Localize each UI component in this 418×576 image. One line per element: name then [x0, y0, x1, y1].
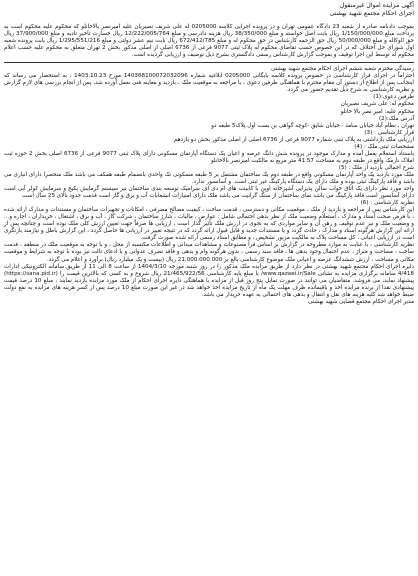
- section-expert-order: قرار کارشناسی : (3): [364, 129, 414, 136]
- section-address: آدرس ملک:(2): [378, 115, 414, 122]
- section-visit: شرح اجمالی بازدید از ملک : (5): [338, 164, 414, 171]
- defendant-line: محکوم علیه: امیر نصر بالا خانلو: [340, 108, 414, 115]
- property-address: تهران ، نظام آباد خیابان سامد - خیابان شایق -کوچه گواهی بن بست اول پلاک5 طبقه دو: [211, 122, 414, 129]
- section-parties: طرفین دعوی:(1): [373, 94, 414, 101]
- opinion-conditions: این کارشناس پس از مراجعه و بازدید از ملک ، موقعیت مکانی و دسترسی ، قدمت ساخت ، کیفیت مصالح مصرفی ، امکانات و تجهیزات ساختمان و مستندات و مدارک ارائه شده ، با فرض صحت اسناد و مدارک ، استعلام وضعیت ملک از نظر بدهی احتمالی شامل : عوارض ، مالیات ، شارژ ساختمان ، شرکت گاز ، آب و برق ، اشتغال ، خریداران ، اجاره و... و وضعیت ملک و نیز عدم توقیف و رهن آن و سایر مواردی که به نحوی در ارزش ملک تاثیر گذار است ، ارزیابی ها صرفاً جهت تعیین ارزش کلی ملک بوده است و چنانچه پس از ارائه این گزارش هرگونه اسناد و مدارک ، حادث گردد و یا مستندات جدید و قابل قبول ارائه گردد که در نتیجه تغییر در ارزیابی ها حاصل گردد ، این گزارش باطل و نیازمند بازنگری است در ارزیابی اعیانی ، کل مساحت پلاک به مالکیت مزبور تشخیص ، و مطابق اسناد رسمی ارائه شده صورت گرفت.: [4, 207, 414, 242]
- visit-text: ملک مورد بازدید یک واحد آپارتمان مسکونی واقع در طبقه دوم یک ساختمان مشتمل بر 5 طبقه مسکونی تک واحدی بانضمام طبقه همکف می باشد ملک منحصرا دارای انباری می باشد و فاقد پارکینگ ثبتی بوده و ملک دارای یک دستگاه پارکینگ غیر ثبتی است. و آسانسور ندارد.: [4, 171, 414, 185]
- section-registration: مشخصات ثبتی ملک : (4): [354, 143, 414, 150]
- expert-order-text: ارزیابی ملک بازداشتی به پلاک ثبتی شماره 9077 فرعی از 6736 اصلی از اصلی مذکور بخش دو یازدهم: [173, 136, 414, 143]
- auction-terms: دایره اجرای احکام مجتمع شهید بهشتی در نظر دارد از طریق مزایده ملک مذکور را در روز شنبه مورخه 1404/3/10 از ساعت 8 الی 11 از طریق سامانه الکترونیکی ادارات 4/418 سامانه برگزاری مزایده به نشانی www.qazaei.ir/Sale/ با مبلغ پایه کارشناسی 21/465/922/56 ریال شروع و به کسی که بالاترین قیمت را (https://sana.pid.ir) پیشنهاد نماید، می فروشد. متقاضیان می توانند در صورت تمایل پنج روز قبل از مزایده با هماهنگی دایره اجرای احکام از ملک مورد مزایده بازدید نمایند ، مبلغ 10 درصد قیمت پیشنهادی نقدا از برنده مزایده اخذ و باقیمانده ظرف مهلت یک ماه از تاریخ مزایده اخذ خواهد شد در غیر این صورت مبلغ 10 درصد پس از کسر هزینه های مزایده به نفع دولت ضبط خواهد شد کلیه هزینه های نقل و انتقال و بدهی های احتمالی به عهده خریدار می باشد.: [4, 263, 415, 298]
- paragraph-judgment: بموجب دادنامه صادره از شعبه 23 دادگاه عمومی تهران و در پرونده اجرایی کلاسه 0205000 له علی شریف نصیریان علیه امیرنصر بالاخانلو که محکوم علیه محکوم است به پرداخت مبلغ 1/150/000/000 ریال بابت اصل خواسته و مبلغ 38/350/000 ریال هزینه دادرسی و مبلغ 12/222/005/764 ریال خسارت تاخیر تادیه و مبلغ 37/900/000 ریال حق الوکاله و مبلغ 50/000/000 ریال حق الزحمه کارشناس در حق محکوم له و مبلغ 672/412/785 ریال بابت نیم عشر دولتی و مبلغ 1/295/551/216 ریال بابت پرونده شعبه اول شورای حل اختلاف که در این خصوص حسب تقاضای محکوم له پلاک ثبتی 9077 فرعی از 6736 اصلی از اصلی مذکور بخش 2 تهران متعلق به محکوم علیه حسب اعلام محکوم له توسط این اجرا توقیف و بموجب گزارش کارشناس رسمی دادگستری بشرح ذیل توصیف و ارزیابی گردیده است.: [4, 24, 415, 59]
- registration-text: باستناد استعلام بعمل آمده و مدارک موجود در پرونده شش دانگ عرصه و اعیان یک دستگاه آپارتمان مسکونی دارای پلاک ثبتی 9077 فرعی از 6736 اصلی بخش 2 حوزه ثبت املاک نارمک واقع در طبقه دوم به مساحت 41.57 متر مربع به مالکیت امیرنصر بالاخانلو: [4, 150, 414, 164]
- section-divider: [4, 62, 414, 63]
- notice-subtitle: اجرای احکام مجتمع شهید بهشتی: [329, 10, 414, 17]
- paragraph-expert-intro: احتراماً در اجرای قرار کارشناسی در خصوص پرونده کلاسه بایگانی 0205000 ابلاغیه شماره 140368100072032096 مورخ 1403.10.23 ، به استحضار می رساند که اینجانب پس از اطلاع از دستور آن مقام محترم با هماهنگی طرفین دعوی ، با مراجعه به موقعیت ملک ، بازدید و معاینه فنی بعمل آورده شد، پس از انجام بررسی های لازم گزارش و نظریه کارشناسی به شرح ذیل تقدیم حضور می گردد.: [4, 73, 415, 94]
- opinion-valuation: نظریه کارشناسی ، با عنایت به موارد مطروحه در گزارش بر اساس فرا مصنوعات و مشاهدات میدانی و اطلاعات مکتسبه از محل ، و با توجه به موقعیت ملک در منطقه ، قدمت ساخت ، مساحت و متراژ ، عدم احتمال وجود بدهی ها ، فاقد سند رسمی ، بدون هرگونه وام و بدهی و فاقد تصرف عدوانی و یا ادعای ثالث نیز بوده با توجه به شرایط و موقعیت مکانی و مساحت ، ارزش ششدانگ عرصه و اعیانی ملک موضوع کارشناسی بالغ بر 21.000.000.000 ریال (بیست و یک میلیارد ریال) برآورد و اعلام می گردد.: [4, 242, 414, 263]
- unit-description: واحد مورد نظر دارای یک اتاق خواب سالن پذیرایی آشپزخانه اوپن با کابینت های ام دی اف سرامیک توسعه بندی ساختمان نیز سیستم گرمایش پکیج و سرمایش کولر آبی است دارای آسانسور است فاقد پارکینگ می باشد نمای ساختمان از سنگ گرانیت می باشد ملک دارای امتیازات انشعابات آب و برق و گاز است قدمت حدود بالای 25 سال است: [4, 186, 414, 200]
- section-opinion: نظریه کارشناسی : (6): [360, 200, 414, 207]
- notice-title: آگهی مزایده اموال غیرمنقول: [339, 2, 414, 9]
- signature-line: مدیر اجرای احکام مجتمع قضایی شهید بهشتی: [308, 298, 414, 305]
- plaintiff-line: محکوم له: علی شریف نصیریان: [340, 101, 414, 108]
- paragraph-addressee: رسیدگی محترم شعبه ششم اجرای احکام مجتمع شهید بهشتی: [270, 66, 414, 73]
